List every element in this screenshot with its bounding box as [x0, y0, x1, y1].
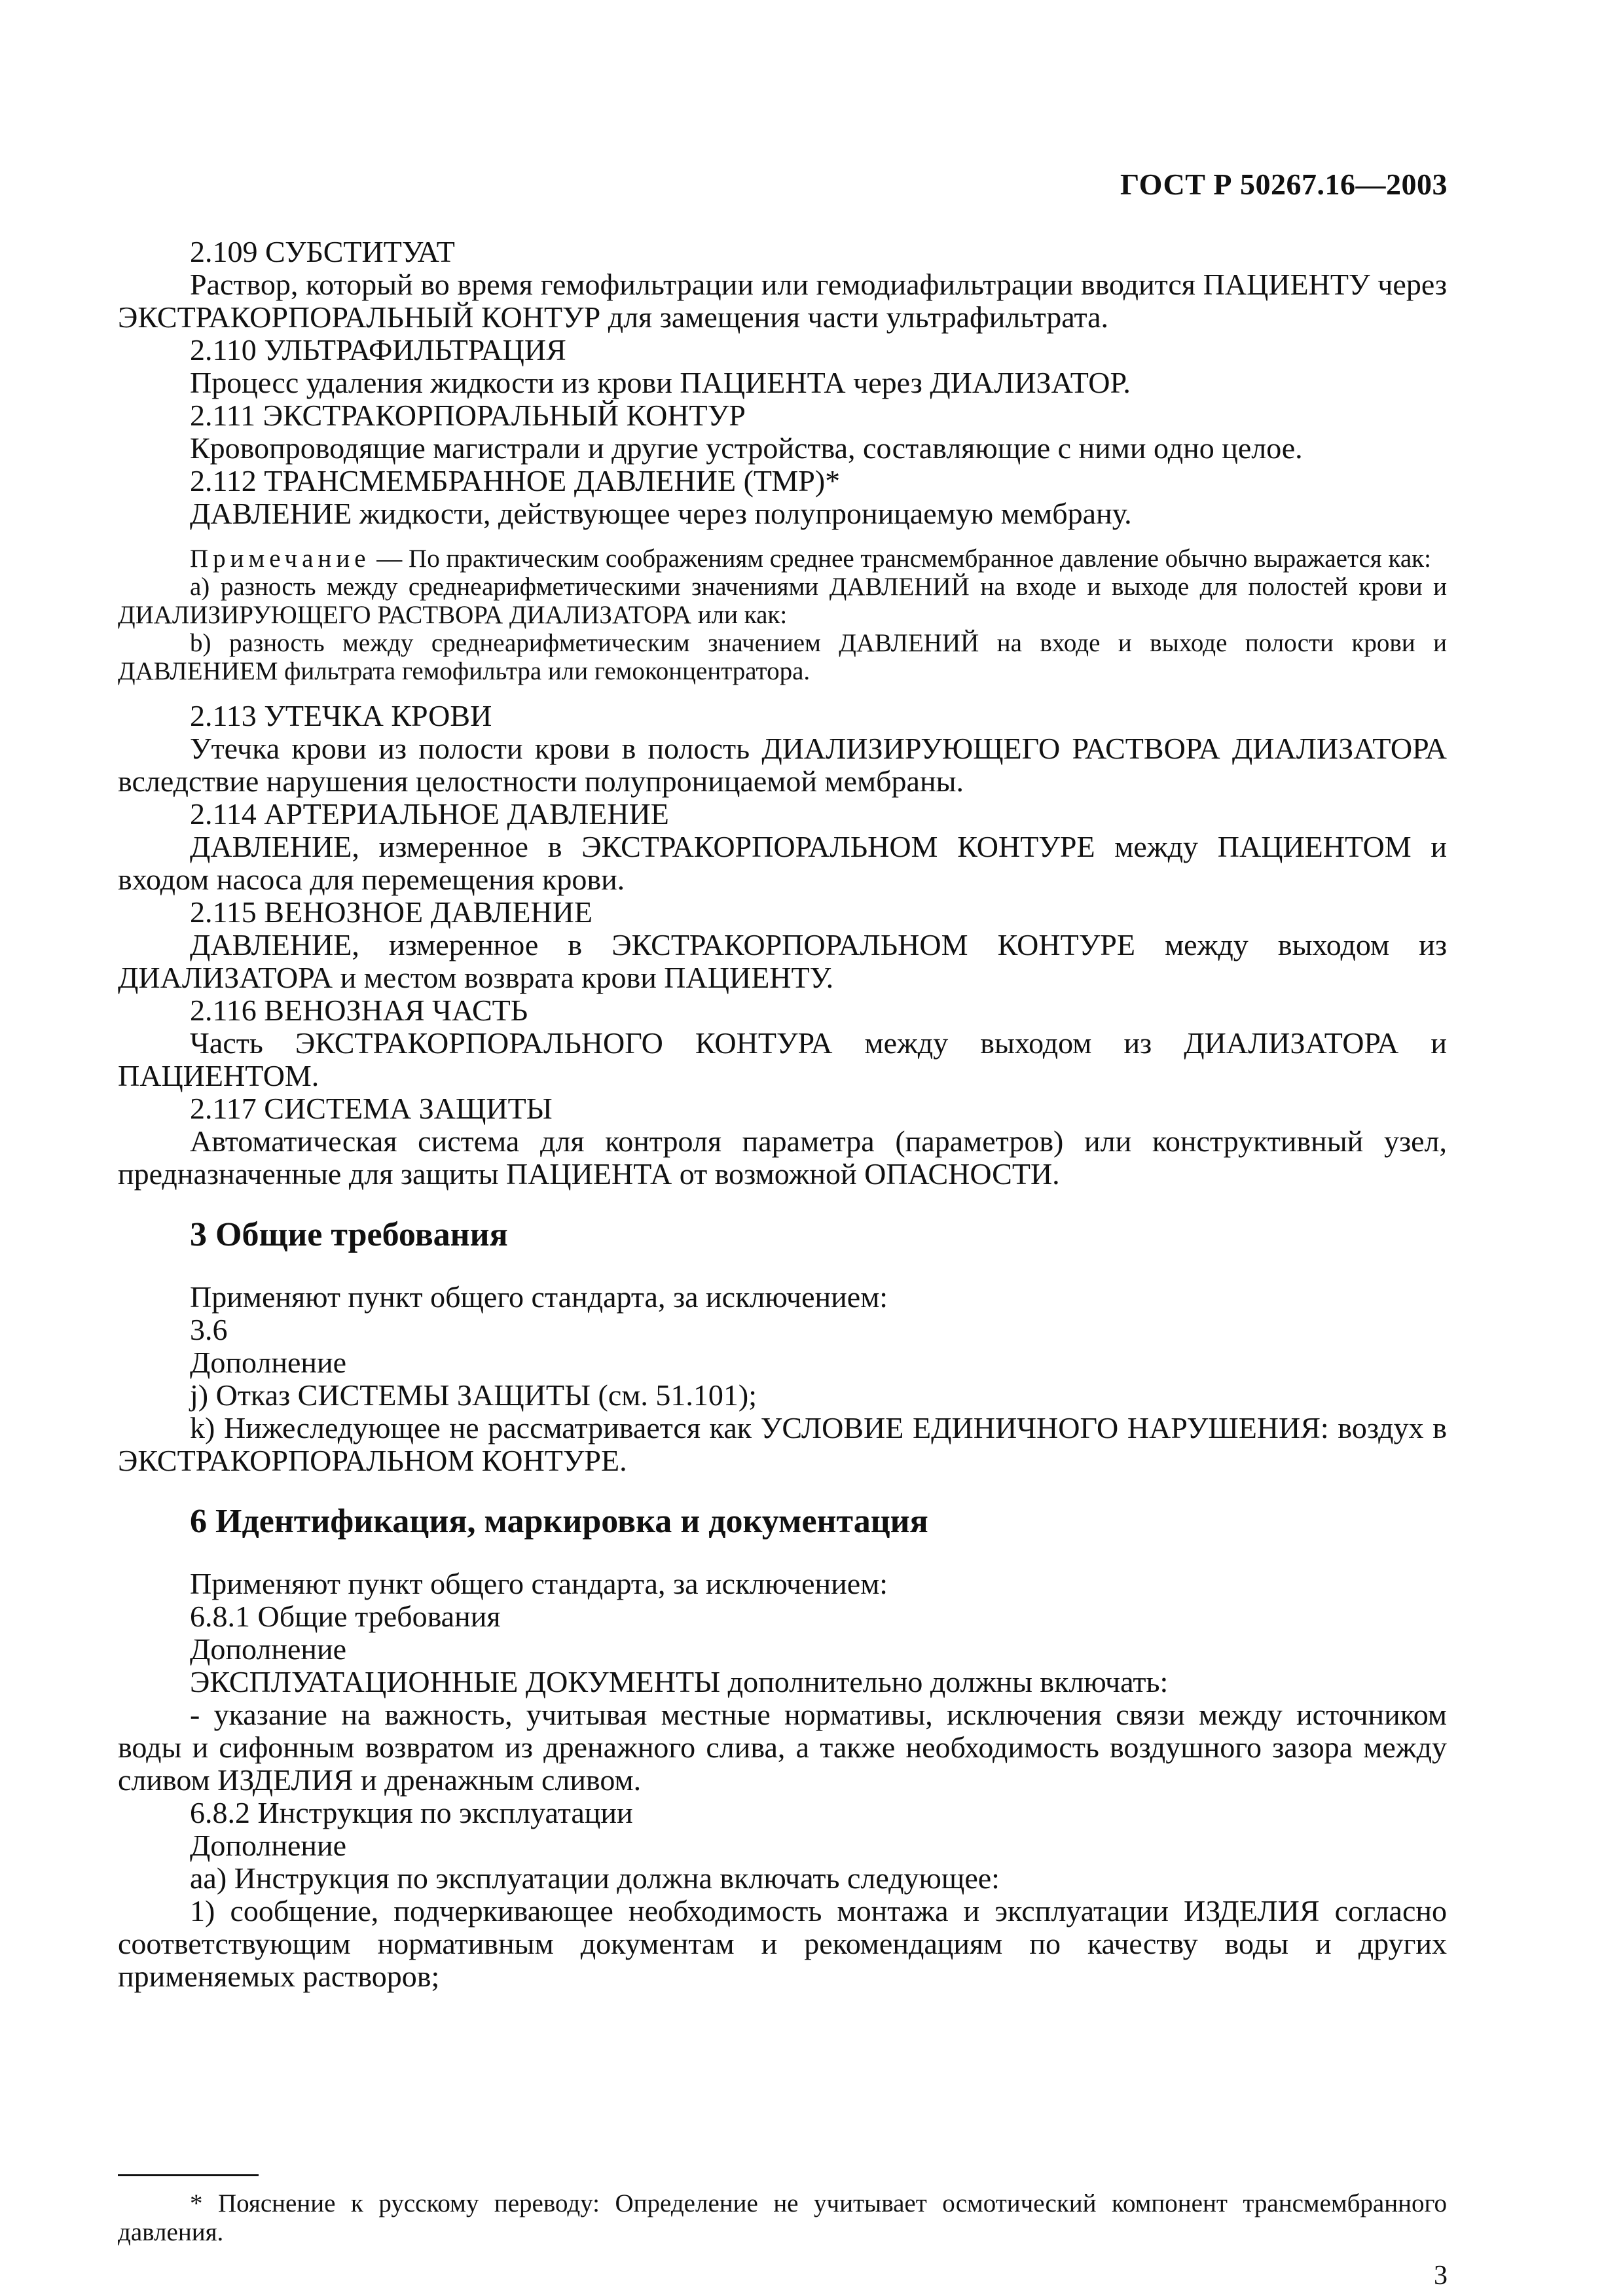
section-6-heading: 6 Идентификация, маркировка и документация [190, 1503, 928, 1540]
definition-2-113: Утечка крови из полости крови в полость ДИАЛИЗИРУЮЩЕГО РАСТВОРА ДИАЛИЗАТОРА вследствие нарушения целостности полупроницаемой мембраны. [118, 732, 1447, 798]
term-2-114: 2.114 АРТЕРИАЛЬНОЕ ДАВЛЕНИЕ [190, 797, 669, 831]
footnote-divider [118, 2174, 259, 2176]
section-6-line: аа) Инструкция по эксплуатации должна включать следующее: [190, 1861, 1000, 1895]
section-6-line: Дополнение [190, 1632, 347, 1666]
section-6-line: ЭКСПЛУАТАЦИОННЫЕ ДОКУМЕНТЫ дополнительно должны включать: [190, 1665, 1169, 1698]
term-2-109: 2.109 СУБСТИТУАТ [190, 235, 455, 268]
section-6-line: 6.8.2 Инструкция по эксплуатации [190, 1796, 633, 1829]
section-6-line: 1) сообщение, подчеркивающее необходимость монтажа и эксплуатации ИЗДЕЛИЯ согласно соответствующим нормативным документам и рекомендациям по качеству воды и других применяемых растворов; [118, 1894, 1447, 1993]
note-label: Примечание [190, 545, 371, 573]
note-item-b: b) разность между среднеарифметическим значением ДАВЛЕНИЙ на входе и выходе полости крови и ДАВЛЕНИЕМ фильтрата гемофильтра или гемоконцентратора. [118, 629, 1447, 685]
note-intro-text: — По практическим соображениям среднее трансмембранное давление обычно выражается как: [370, 545, 1431, 573]
section-6-line: - указание на важность, учитывая местные нормативы, исключения связи между источником воды и сифонным возвратом из дренажного слива, а также необходимость воздушного зазора между сливом ИЗДЕЛИЯ и дренажным сливом. [118, 1698, 1447, 1797]
page-content [118, 236, 1447, 1993]
section-3-line: k) Нижеследующее не рассматривается как УСЛОВИЕ ЕДИНИЧНОГО НАРУШЕНИЯ: воздух в ЭКСТРАКОРПОРАЛЬНОМ КОНТУРЕ. [118, 1411, 1447, 1477]
definition-2-115: ДАВЛЕНИЕ, измеренное в ЭКСТРАКОРПОРАЛЬНОМ КОНТУРЕ между выходом из ДИАЛИЗАТОРА и местом возврата крови ПАЦИЕНТУ. [118, 928, 1447, 994]
term-2-113: 2.113 УТЕЧКА КРОВИ [190, 699, 492, 732]
term-2-115: 2.115 ВЕНОЗНОЕ ДАВЛЕНИЕ [190, 895, 593, 929]
section-6-line: Применяют пункт общего стандарта, за исключением: [190, 1567, 888, 1600]
footnote: * Пояснение к русскому переводу: Определение не учитывает осмотический компонент трансмембранного давления. [118, 2189, 1447, 2246]
definition-2-117: Автоматическая система для контроля параметра (параметров) или конструктивный узел, предназначенные для защиты ПАЦИЕНТА от возможной ОПАСНОСТИ. [118, 1124, 1447, 1191]
section-6-line: Дополнение [190, 1829, 347, 1862]
section-3-line: 3.6 [190, 1313, 228, 1346]
document-id-header: ГОСТ Р 50267.16—2003 [1120, 168, 1448, 201]
section-6-line: 6.8.1 Общие требования [190, 1600, 501, 1633]
section-3-line: Дополнение [190, 1346, 347, 1379]
definition-2-109: Раствор, который во время гемофильтрации или гемодиафильтрации вводится ПАЦИЕНТУ через ЭКСТРАКОРПОРАЛЬНЫЙ КОНТУР для замещения части ультрафильтрата. [118, 268, 1447, 334]
definition-2-112: ДАВЛЕНИЕ жидкости, действующее через полупроницаемую мембрану. [190, 497, 1132, 530]
section-3-heading: 3 Общие требования [190, 1216, 508, 1253]
page-number: 3 [1434, 2261, 1448, 2291]
term-2-117: 2.117 СИСТЕМА ЗАЩИТЫ [190, 1092, 553, 1125]
definition-2-116: Часть ЭКСТРАКОРПОРАЛЬНОГО КОНТУРА между выходом из ДИАЛИЗАТОРА и ПАЦИЕНТОМ. [118, 1026, 1447, 1092]
section-3-line: j) Отказ СИСТЕМЫ ЗАЩИТЫ (см. 51.101); [190, 1378, 757, 1412]
section-3-line: Применяют пункт общего стандарта, за исключением: [190, 1280, 888, 1314]
definition-2-114: ДАВЛЕНИЕ, измеренное в ЭКСТРАКОРПОРАЛЬНОМ КОНТУРЕ между ПАЦИЕНТОМ и входом насоса для перемещения крови. [118, 830, 1447, 896]
note-intro [118, 545, 1447, 573]
note-item-a: a) разность между среднеарифметическими значениями ДАВЛЕНИЙ на входе и выходе для полостей крови и ДИАЛИЗИРУЮЩЕГО РАСТВОРА ДИАЛИЗАТОРА или как: [118, 573, 1447, 629]
term-2-110: 2.110 УЛЬТРАФИЛЬТРАЦИЯ [190, 333, 566, 367]
term-2-116: 2.116 ВЕНОЗНАЯ ЧАСТЬ [190, 994, 528, 1027]
definition-2-110: Процесс удаления жидкости из крови ПАЦИЕНТА через ДИАЛИЗАТОР. [190, 366, 1131, 399]
term-2-111: 2.111 ЭКСТРАКОРПОРАЛЬНЫЙ КОНТУР [190, 399, 746, 432]
term-2-112: 2.112 ТРАНСМЕМБРАННОЕ ДАВЛЕНИЕ (ТМР)* [190, 464, 841, 497]
definition-2-111: Кровопроводящие магистрали и другие устройства, составляющие с ними одно целое. [190, 431, 1303, 465]
